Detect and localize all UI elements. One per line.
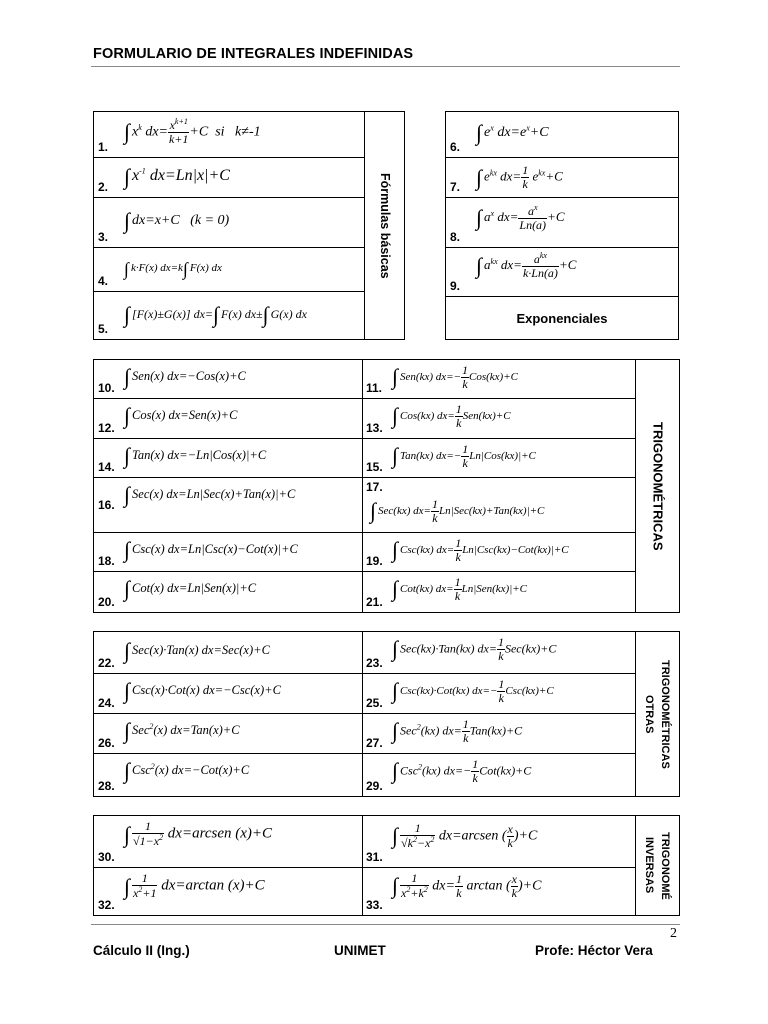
formula: ∫ k·F(x) dx=k∫ F(x) dx <box>124 259 222 279</box>
formula-number: 14. <box>98 460 115 474</box>
formula-row <box>94 816 635 868</box>
footer-course: Cálculo II (Ing.) <box>93 943 190 958</box>
formula-row <box>446 158 678 198</box>
formula-row <box>446 112 678 158</box>
formula-number: 15. <box>366 460 383 474</box>
formula-row <box>94 714 635 754</box>
formula-number: 22. <box>98 656 115 670</box>
formula-number: 24. <box>98 696 115 710</box>
formula-row <box>94 868 635 915</box>
formula-number: 19. <box>366 554 383 568</box>
formula: ∫ Cot(kx) dx= $\frac{1}{k}$ Ln|Sen(kx)|+C <box>392 575 527 604</box>
formula-number: 1. <box>98 140 109 154</box>
inverse-label-2: TRIGONOMÉ <box>659 831 671 900</box>
formula-row <box>94 112 364 158</box>
formula-number: 18. <box>98 554 115 568</box>
formula: ∫ [F(x)±G(x)] dx=∫ F(x) dx±∫ G(x) dx <box>124 302 307 327</box>
formula: ∫ Csc(kx)·Cot(kx) dx=− $\frac{1}{k}$ Csc(kx)+C <box>392 677 554 706</box>
formula: ∫ $\frac{1}{√k^2-x^2}$ dx=arcsen ( $\frac{x}{k}$ )+C <box>392 821 538 851</box>
formula-number: 32. <box>98 898 115 912</box>
other-trig-label-2: TRIGONOMÉTRICAS <box>659 659 671 769</box>
formula-number: 3. <box>98 230 109 244</box>
basic-label-cell <box>364 112 404 339</box>
formula-number: 31. <box>366 850 383 864</box>
formula-number: 26. <box>98 736 115 750</box>
formula-row <box>94 292 364 339</box>
other-trig-panel <box>93 631 680 797</box>
formula-number: 17. <box>366 480 383 494</box>
formula: ∫ Tan(x) dx=−Ln|Cos(x)|+C <box>124 443 267 468</box>
formula-row <box>94 158 364 198</box>
formula-row <box>94 478 635 533</box>
formula: ∫ Csc$^2$(x) dx=−Cot(x)+C <box>124 758 250 783</box>
formula-row <box>446 248 678 297</box>
formula-number: 25. <box>366 696 383 710</box>
inverse-label-1: INVERSAS <box>643 837 655 894</box>
formula-number: 8. <box>450 230 461 244</box>
formula: ∫ $\frac{1}{x^2+k^2}$ dx= $\frac{1}{k}$ arctan ( $\frac{x}{k}$ )+C <box>392 871 542 901</box>
formula: ∫ $e^{kx}$ dx= $\frac{1}{k}$ $e^{kx}+C$ <box>476 163 563 192</box>
formula-row <box>94 754 635 796</box>
page-title: FORMULARIO DE INTEGRALES INDEFINIDAS <box>93 46 414 62</box>
formula: ∫ dx=x+C (k = 0) <box>124 208 230 233</box>
formula-row <box>94 198 364 248</box>
inverse-label-cell <box>635 816 679 915</box>
basic-formulas-panel <box>93 111 405 340</box>
formula-number: 30. <box>98 850 115 864</box>
formula: ∫ $a^{kx}$ dx= $\frac{a^{kx}}{k\cdot Ln(a)}$ +C <box>476 251 577 281</box>
other-trig-label-cell <box>635 632 679 796</box>
formula: ∫ $\frac{1}{x^2+1}$ dx=arctan (x)+C <box>124 871 265 901</box>
formula-number: 10. <box>98 381 115 395</box>
formula-number: 29. <box>366 779 383 793</box>
formula: ∫ Csc(x)·Cot(x) dx=−Csc(x)+C <box>124 678 281 703</box>
footer-institution: UNIMET <box>334 943 386 958</box>
inverse-trig-panel <box>93 815 680 916</box>
formula-number: 4. <box>98 274 109 288</box>
formula: ∫ Sec(kx)·Tan(kx) dx= $\frac{1}{k}$ Sec(kx)+C <box>392 635 557 664</box>
formula: ∫ Sec$^2$(kx) dx= $\frac{1}{k}$ Tan(kx)+C <box>392 717 523 746</box>
formula: ∫ $x^{-1}$ dx=Ln|x|+C <box>124 164 230 189</box>
formula-number: 28. <box>98 779 115 793</box>
formula: ∫ Cos(kx) dx= $\frac{1}{k}$ Sen(kx)+C <box>392 402 511 431</box>
exponential-panel <box>445 111 679 340</box>
formula: ∫ Cot(x) dx=Ln|Sen(x)|+C <box>124 576 257 601</box>
formula-row <box>94 632 635 674</box>
formula: ∫ $e^x$ $dx=e^x+C$ <box>476 120 549 145</box>
formula-number: 21. <box>366 595 383 609</box>
formula-number: 27. <box>366 736 383 750</box>
other-trig-label-1: OTRAS <box>643 694 655 734</box>
formula-row <box>94 360 635 399</box>
header-rule <box>91 66 680 67</box>
formula-number: 23. <box>366 656 383 670</box>
formula-row <box>94 248 364 292</box>
trigonometric-panel <box>93 359 680 613</box>
formula: ∫ Cos(x) dx=Sen(x)+C <box>124 403 238 428</box>
formula-row <box>94 533 635 572</box>
formula: ∫ Sec(kx) dx= $\frac{1}{k}$ Ln|Sec(kx)+Tan(kx)|+C <box>370 497 545 526</box>
formula: ∫ Sec(x) dx=Ln|Sec(x)+Tan(x)|+C <box>124 482 296 507</box>
formula: ∫ $a^x$ dx= $\frac{a^x}{Ln(a)}$ +C <box>476 203 565 233</box>
formula: ∫ Sen(x) dx=−Cos(x)+C <box>124 364 246 389</box>
footer-professor: Profe: Héctor Vera <box>535 943 653 958</box>
formula-number: 7. <box>450 180 461 194</box>
page-number: 2 <box>670 926 677 941</box>
formula-number: 11. <box>366 381 383 395</box>
formula-number: 5. <box>98 322 109 336</box>
trig-label: TRIGONOMÉTRICAS <box>650 421 666 551</box>
formula-row <box>94 439 635 478</box>
formula: ∫ Sec$^2$(x) dx=Tan(x)+C <box>124 718 240 743</box>
formula-row <box>94 674 635 714</box>
formula: ∫ $\frac{1}{√1-x^2}$ dx=arcsen (x)+C <box>124 819 273 849</box>
formula-row <box>446 198 678 248</box>
formula-number: 9. <box>450 279 461 293</box>
formula-number: 20. <box>98 595 115 609</box>
formula-number: 2. <box>98 180 109 194</box>
footer-rule <box>91 924 680 925</box>
formula-number: 33. <box>366 898 383 912</box>
basic-label: Fórmulas básicas <box>378 172 392 279</box>
formula-number: 13. <box>366 421 383 435</box>
exponential-label: Exponenciales <box>516 310 608 326</box>
formula-row <box>94 399 635 439</box>
formula-number: 16. <box>98 498 115 512</box>
formula: ∫ Sec(x)·Tan(x) dx=Sec(x)+C <box>124 638 270 663</box>
formula-number: 6. <box>450 140 461 154</box>
formula: ∫ Tan(kx) dx=− $\frac{1}{k}$ Ln|Cos(kx)|+C <box>392 442 536 471</box>
formula: ∫ Sen(kx) dx=− $\frac{1}{k}$ Cos(kx)+C <box>392 363 518 392</box>
formula-row <box>94 572 635 612</box>
trig-label-cell <box>635 360 679 612</box>
formula-number: 12. <box>98 421 115 435</box>
formula: ∫ Csc(kx) dx= $\frac{1}{k}$ Ln|Csc(kx)−Cot(kx)|+C <box>392 536 569 565</box>
formula: ∫ $x^k$ dx= $\frac{x^{k+1}}{k+1}$ +C si k≠-1 <box>124 117 261 147</box>
formula: ∫ Csc(x) dx=Ln|Csc(x)−Cot(x)|+C <box>124 537 298 562</box>
formula: ∫ Csc$^2$(kx) dx=− $\frac{1}{k}$ Cot(kx)+C <box>392 757 532 786</box>
